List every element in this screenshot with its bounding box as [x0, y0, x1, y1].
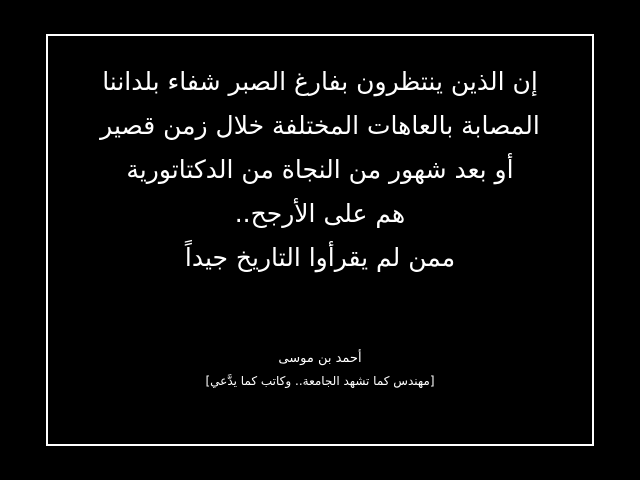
- quote-line-1: إن الذين ينتظرون بفارغ الصبر شفاء بلداننا: [102, 67, 538, 96]
- author-description: [مهندس كما تشهد الجامعة.. وكاتب كما يدَّعي]: [205, 374, 435, 388]
- quote-line-5: ممن لم يقرأوا التاريخ جيداً: [184, 243, 456, 272]
- quote-line-4: هم على الأرجح..: [234, 199, 406, 228]
- attribution: [48, 348, 592, 392]
- quote-line-2: المصابة بالعاهات المختلفة خلال زمن قصير: [100, 111, 540, 140]
- quote-frame: [46, 34, 594, 446]
- author-name: أحمد بن موسى: [278, 351, 362, 366]
- quote-text: [48, 60, 592, 280]
- quote-line-3: أو بعد شهور من النجاة من الدكتاتورية: [126, 155, 514, 184]
